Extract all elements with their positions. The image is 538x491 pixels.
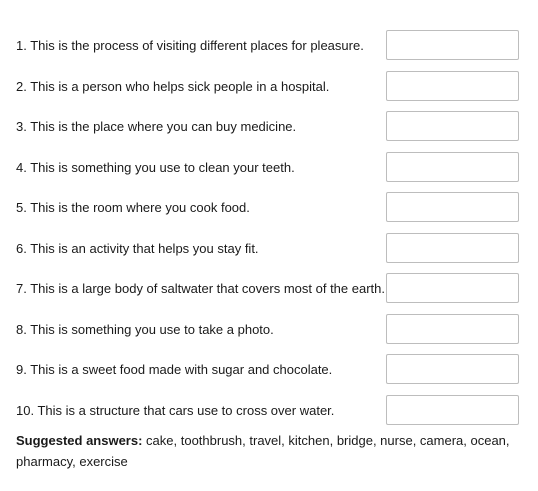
question-row xyxy=(16,273,522,305)
question-row xyxy=(16,314,522,346)
question-row xyxy=(16,111,522,143)
question-row xyxy=(16,71,522,103)
question-text: 10. This is a structure that cars use to cross over water. xyxy=(16,403,335,418)
question-text: 6. This is an activity that helps you stay fit. xyxy=(16,241,259,256)
suggested-answers-list: cake, toothbrush, travel, kitchen, bridge, nurse, camera, ocean, pharmacy, exercise xyxy=(16,433,510,469)
question-row xyxy=(16,152,522,184)
answer-input[interactable] xyxy=(386,314,519,344)
question-text: 7. This is a large body of saltwater that covers most of the earth. xyxy=(16,281,385,296)
question-text: 2. This is a person who helps sick people in a hospital. xyxy=(16,79,330,94)
question-row xyxy=(16,395,522,427)
question-text: 1. This is the process of visiting different places for pleasure. xyxy=(16,38,364,53)
answer-input[interactable] xyxy=(386,111,519,141)
answer-input[interactable] xyxy=(386,354,519,384)
question-row xyxy=(16,354,522,386)
answer-input[interactable] xyxy=(386,273,519,303)
answer-input[interactable] xyxy=(386,192,519,222)
answer-input[interactable] xyxy=(386,395,519,425)
question-row xyxy=(16,192,522,224)
question-text: 8. This is something you use to take a photo. xyxy=(16,322,274,337)
answer-input[interactable] xyxy=(386,152,519,182)
question-text: 3. This is the place where you can buy medicine. xyxy=(16,119,297,134)
answer-input[interactable] xyxy=(386,233,519,263)
suggested-answers xyxy=(16,430,516,472)
question-row xyxy=(16,30,522,62)
question-row xyxy=(16,233,522,265)
question-text: 5. This is the room where you cook food. xyxy=(16,200,250,215)
question-text: 4. This is something you use to clean your teeth. xyxy=(16,160,295,175)
answer-input[interactable] xyxy=(386,30,519,60)
question-text: 9. This is a sweet food made with sugar and chocolate. xyxy=(16,362,333,377)
suggested-answers-label: Suggested answers: xyxy=(16,433,143,448)
answer-input[interactable] xyxy=(386,71,519,101)
